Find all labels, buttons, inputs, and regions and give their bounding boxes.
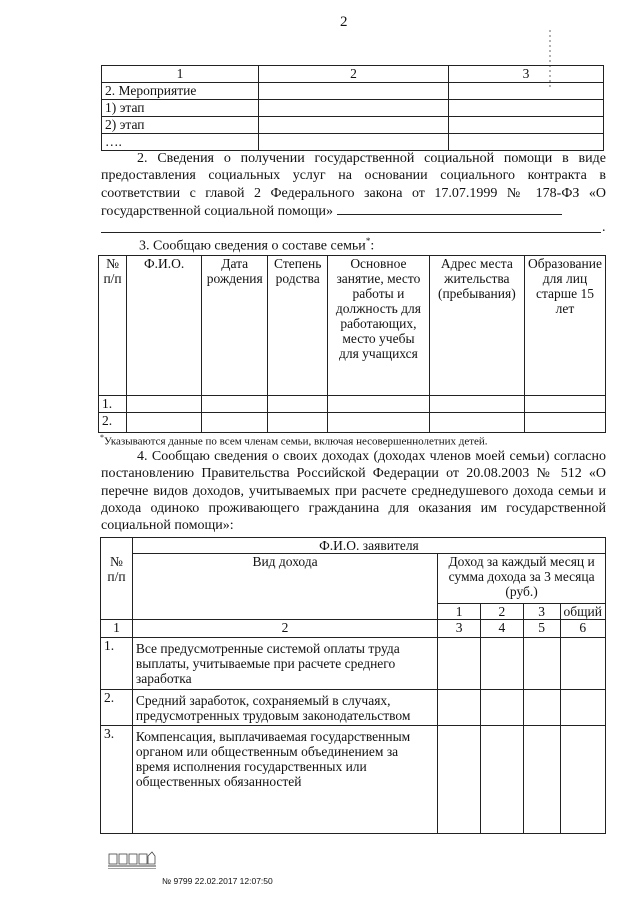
family-col-education: Образование для лиц старше 15 лет [525, 256, 606, 396]
income-colnum-5: 5 [523, 620, 560, 638]
registration-stamp: № 9799 22.02.2017 12:07:50 [162, 876, 273, 886]
income-colnum-4: 4 [480, 620, 523, 638]
section3-title: 3. Сообщаю сведения о составе семьи*: [139, 236, 375, 254]
income-row-1-text: Все предусмотренные системой оплаты труда выплаты, учитываемые при расчете среднего заработка [132, 638, 437, 690]
family-col-birth: Дата рождения [202, 256, 268, 396]
registry-logo-icon [108, 850, 156, 870]
family-row-1: 1. [99, 396, 127, 413]
table1-row-event: 2. Мероприятие [102, 83, 259, 100]
income-colnum-3: 3 [438, 620, 481, 638]
income-row-2-num: 2. [101, 690, 133, 726]
footnote-mark: * [365, 236, 371, 246]
section4-text: 4. Сообщаю сведения о своих доходах (доходах членов моей семьи) согласно постановлению Правительства Российской Федерации от 20.08.2003 № 512 «О перечне видов доходов, учитываемых при расчете среднедушевого дохода семьи и дохода одиноко проживающего гражданина для оказания им государственной социальной помощи»: [101, 449, 606, 534]
income-colnum-2: 2 [132, 620, 437, 638]
family-footnote: *Указываются данные по всем членам семьи, включая несовершеннолетних детей. [100, 433, 488, 448]
table1-header-3: 3 [449, 66, 604, 83]
income-month-2: 2 [480, 604, 523, 620]
income-total: общий [560, 604, 605, 620]
income-colnum-1: 1 [101, 620, 133, 638]
family-col-fio: Ф.И.О. [127, 256, 202, 396]
table1-row-stage2: 2) этап [102, 117, 259, 134]
income-kind-header: Вид дохода [132, 554, 437, 620]
table1-row-more: …. [102, 134, 259, 151]
section2-paragraph [101, 150, 606, 220]
activities-table [101, 65, 604, 151]
section2-blank-line [101, 232, 601, 233]
income-month-3: 3 [523, 604, 560, 620]
family-col-occupation: Основное занятие, место работы и должность для работающих, место учебы для учащихся [328, 256, 429, 396]
family-col-relation: Степень родства [268, 256, 328, 396]
income-month-1: 1 [438, 604, 481, 620]
income-row-1-num: 1. [101, 638, 133, 690]
table1-header-1: 1 [102, 66, 259, 83]
section4-paragraph [101, 448, 606, 534]
family-col-address: Адрес места жительства (пребывания) [429, 256, 524, 396]
page-number: 2 [340, 14, 348, 30]
income-colnum-6: 6 [560, 620, 605, 638]
section2-text: 2. Сведения о получении государственной социальной помощи в виде предоставления социальных услуг на основании социального контракта в соответствии с главой 2 Федерального закона от 17.07.1999 № 178-ФЗ «О государственной социальной помощи» [101, 151, 606, 219]
table1-header-2: 2 [259, 66, 449, 83]
section2-end-mark: . [602, 220, 606, 235]
income-amount-header: Доход за каждый месяц и сумма дохода за 3 месяца (руб.) [438, 554, 606, 604]
family-table [98, 255, 606, 433]
income-fio-header: Ф.И.О. заявителя [132, 538, 605, 554]
family-col-num: № п/п [99, 256, 127, 396]
family-row-2: 2. [99, 413, 127, 433]
income-row-3-text: Компенсация, выплачиваемая государственным органом или общественным объединением за время исполнения государственных или общественных обязанностей [132, 726, 437, 834]
income-col-num: № п/п [101, 538, 133, 620]
table1-row-stage1: 1) этап [102, 100, 259, 117]
income-row-2-text: Средний заработок, сохраняемый в случаях, предусмотренных трудовым законодательством [132, 690, 437, 726]
income-table [100, 537, 606, 834]
income-row-3-num: 3. [101, 726, 133, 834]
